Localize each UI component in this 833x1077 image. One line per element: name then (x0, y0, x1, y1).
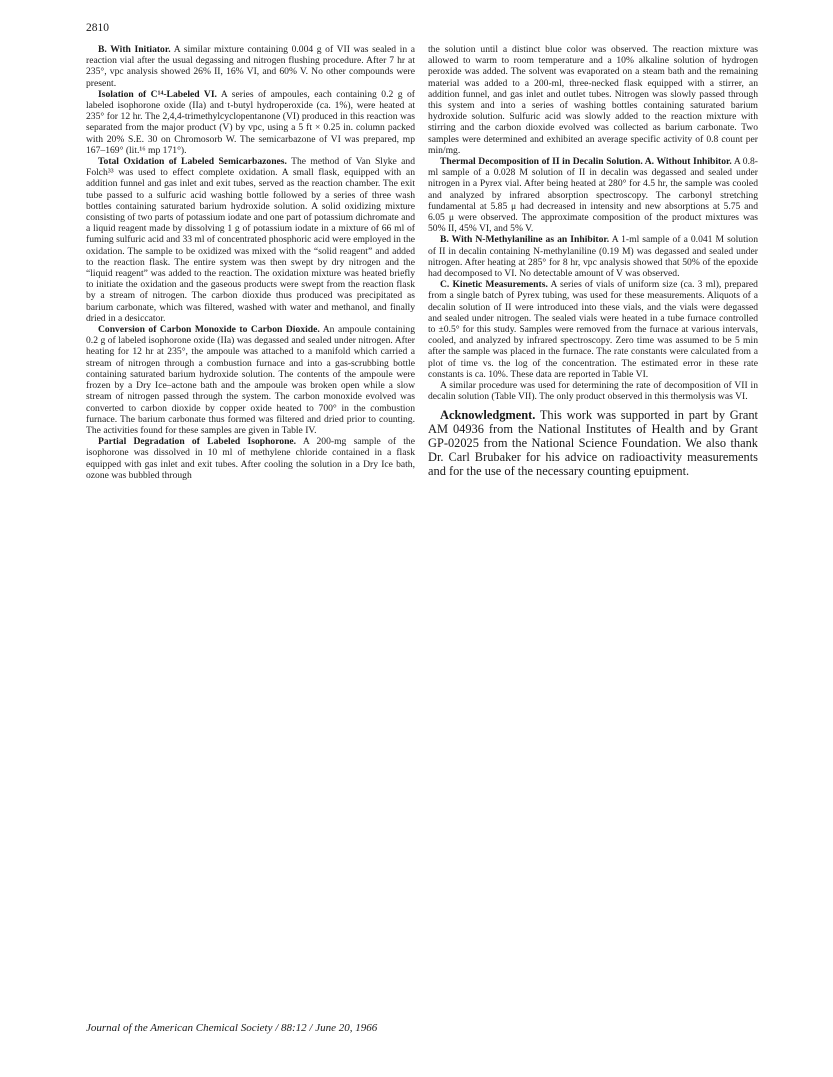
page-number: 2810 (86, 22, 109, 34)
paragraph-text: A series of vials of uniform size (ca. 3 ml), prepared from a single batch of Pyrex tubing, was used for these measurements. Aliquots of a decalin solution of II were introduced into these vials, and the vials were degassed and sealed under nitrogen. The sealed vials were heated in a tube furnace controlled to ±0.5° for this study. Samples were removed from the furnace at various intervals, cooled, and analyzed by infrared spectroscopy. Zero time was assumed to be 5 min after the sample was placed in the furnace. The rate constants were calculated from a plot of time vs. the log of the concentration. The estimated error in these rate constants is ca. 10%. These data are reported in Table VI. (428, 279, 758, 380)
paragraph-text: The method of Van Slyke and Folch³³ was used to effect complete oxidation. A small flask, equipped with an addition funnel and gas inlet and exit tubes, served as the reaction chamber. The exit tube passed to a sulfuric acid washing bottle followed by a series of three wash bottles containing saturated barium hydroxide solution. A solid oxidizing mixture consisting of two parts of potassium iodate and one part of potassium dichromate and a liquid reagent made by dissolving 1 g of potassium iodate in a mixture of 66 ml of fuming sulfuric acid and 33 ml of concentrated phosphoric acid were employed in the oxidation. The sample to be oxidized was mixed with the “solid reagent” and added to the reaction flask. The entire system was then swept by dry nitrogen and the “liquid reagent” was added to the reaction. The oxidation mixture was heated briefly to initiate the oxidation and the gaseous products were swept from the reaction flask by a stream of nitrogen. The carbon dioxide thus produced was precipitated as barium carbonate, which was filtered, washed with water and methanol, and finally dried in a desiccator. (86, 156, 416, 324)
section-heading: B. With N-Methylaniline as an Inhibitor. (440, 234, 610, 246)
section-heading: Thermal Decomposition of II in Decalin Solution. A. Without Inhibitor. (440, 156, 732, 168)
paragraph-with-initiator (86, 44, 415, 89)
paragraph-similar-procedure (428, 380, 758, 402)
paragraph-continuation (428, 44, 758, 156)
section-heading: B. With Initiator. (98, 44, 171, 55)
paragraph-kinetic (428, 279, 758, 380)
section-heading: Total Oxidation of Labeled Semicarbazones. (98, 156, 287, 168)
paragraph-text: A 200-mg sample of the isophorone was dissolved in 10 ml of methylene chloride contained in a flask equipped with gas inlet and exit tubes. After cooling the solution in a Dry Ice bath, ozone was bubbled through (86, 436, 415, 481)
paragraph-text: A similar mixture containing 0.004 g of VII was sealed in a reaction vial after the usual degassing and nitrogen flushing procedure. After 7 hr at 235°, vpc analysis showed 26% II, 16% VI, and 60% V. No other compounds were present. (86, 44, 415, 89)
section-heading: C. Kinetic Measurements. (440, 279, 548, 291)
paragraph-text: A 0.8-ml sample of a 0.028 M solution of II in decalin was degassed and sealed under nitrogen in a Pyrex vial. After being heated at 280° for 4.5 hr, the sample was cooled and analyzed by infrared absorption spectroscopy. The carbonyl stretching fundamental at 5.85 μ had decreased in intensity and new absorptions at 5.75 and 6.05 μ were observed. The approximate composition of the product mixtures was 50% II, 45% VI, and 5% V. (428, 156, 758, 235)
paragraph-partial-degradation (86, 436, 415, 481)
acknowledgment (428, 408, 758, 478)
right-column (428, 44, 758, 478)
paragraph-text: the solution until a distinct blue color was observed. The reaction mixture was allowed to warm to room temperature and a 10% alkaline solution of hydrogen peroxide was added. The solvent was evaporated on a steam bath and the remaining material was added to a 200-ml, three-necked flask equipped with a stirrer, an addition funnel, and gas inlet and outlet tubes. Nitrogen was slowly passed through this system and into a series of washing bottles containing saturated barium hydroxide solution. Sulfuric acid was slowly added to the reaction mixture with stirring and the carbon dioxide evolved was collected as barium carbonate. Two samples were determined and exhibited an average specific activity of 0.8 count per min/mg. (428, 44, 758, 156)
paragraph-thermal-decomposition (428, 156, 758, 234)
paragraph-isolation (86, 89, 415, 156)
section-heading: Conversion of Carbon Monoxide to Carbon Dioxide. (98, 324, 320, 336)
acknowledgment-text: This work was supported in part by Grant AM 04936 from the National Institutes of Health and by Grant GP-02025 from the National Science Foundation. We also thank Dr. Carl Brubaker for his advice on radioactivity measurements and for the use of the necessary counting epuipment. (428, 407, 758, 478)
paragraph-text: An ampoule containing 0.2 g of labeled isophorone oxide (IIa) was degassed and sealed under nitrogen. After heating for 12 hr at 235°, the ampoule was attached to a manifold which carried a stream of nitrogen through a combustion furnace and into a gas-scrubbing bottle containing saturated barium hydroxide solution. The contents of the ampoule were frozen by a Dry Ice–actone bath and the ampoule was broken open while a slow stream of nitrogen passed through the system. The carbon monoxide evolved was converted to carbon dioxide by copper oxide heated to 700° in the combustion furnace. The barium carbonate thus formed was filtered and dried prior to counting. The activities found for these samples are given in Table IV. (86, 324, 415, 436)
paragraph-inhibitor (428, 234, 758, 279)
paragraph-text: A 1-ml sample of a 0.041 M solution of II in decalin containing N-methylaniline (0.19 M) was degassed and sealed under nitrogen. After heating at 285° for 8 hr, vpc analysis showed that 50% of the epoxide had decomposed to VI. No detectable amount of V was observed. (428, 234, 759, 280)
paragraph-text: A similar procedure was used for determining the rate of decomposition of VII in decalin solution (Table VII). The only product observed in this thermolysis was VI. (428, 380, 758, 403)
section-heading: Isolation of C¹⁴-Labeled VI. (98, 88, 217, 100)
journal-footer: Journal of the American Chemical Society / 88:12 / June 20, 1966 (86, 1022, 378, 1034)
acknowledgment-heading: Acknowledgment. (440, 407, 536, 422)
section-heading: Partial Degradation of Labeled Isophorone. (98, 436, 297, 448)
left-column (86, 44, 415, 481)
paragraph-total-oxidation (86, 156, 415, 324)
paragraph-text: A series of ampoules, each containing 0.2 g of labeled isophorone oxide (IIa) and t-butyl hydroperoxide (ca. 1%), were heated at 235° for 12 hr. The 2,4,4-trimethylcyclopentanone (VI) produced in this reaction was separated from the major product (V) by vpc, using a 5 ft × 0.25 in. column packed with 20% S.E. 30 on Chromosorb W. The semicarbazone of VI was prepared, mp 167–169° (lit.¹⁶ mp 171°). (86, 88, 416, 156)
paragraph-co-conversion (86, 324, 415, 436)
